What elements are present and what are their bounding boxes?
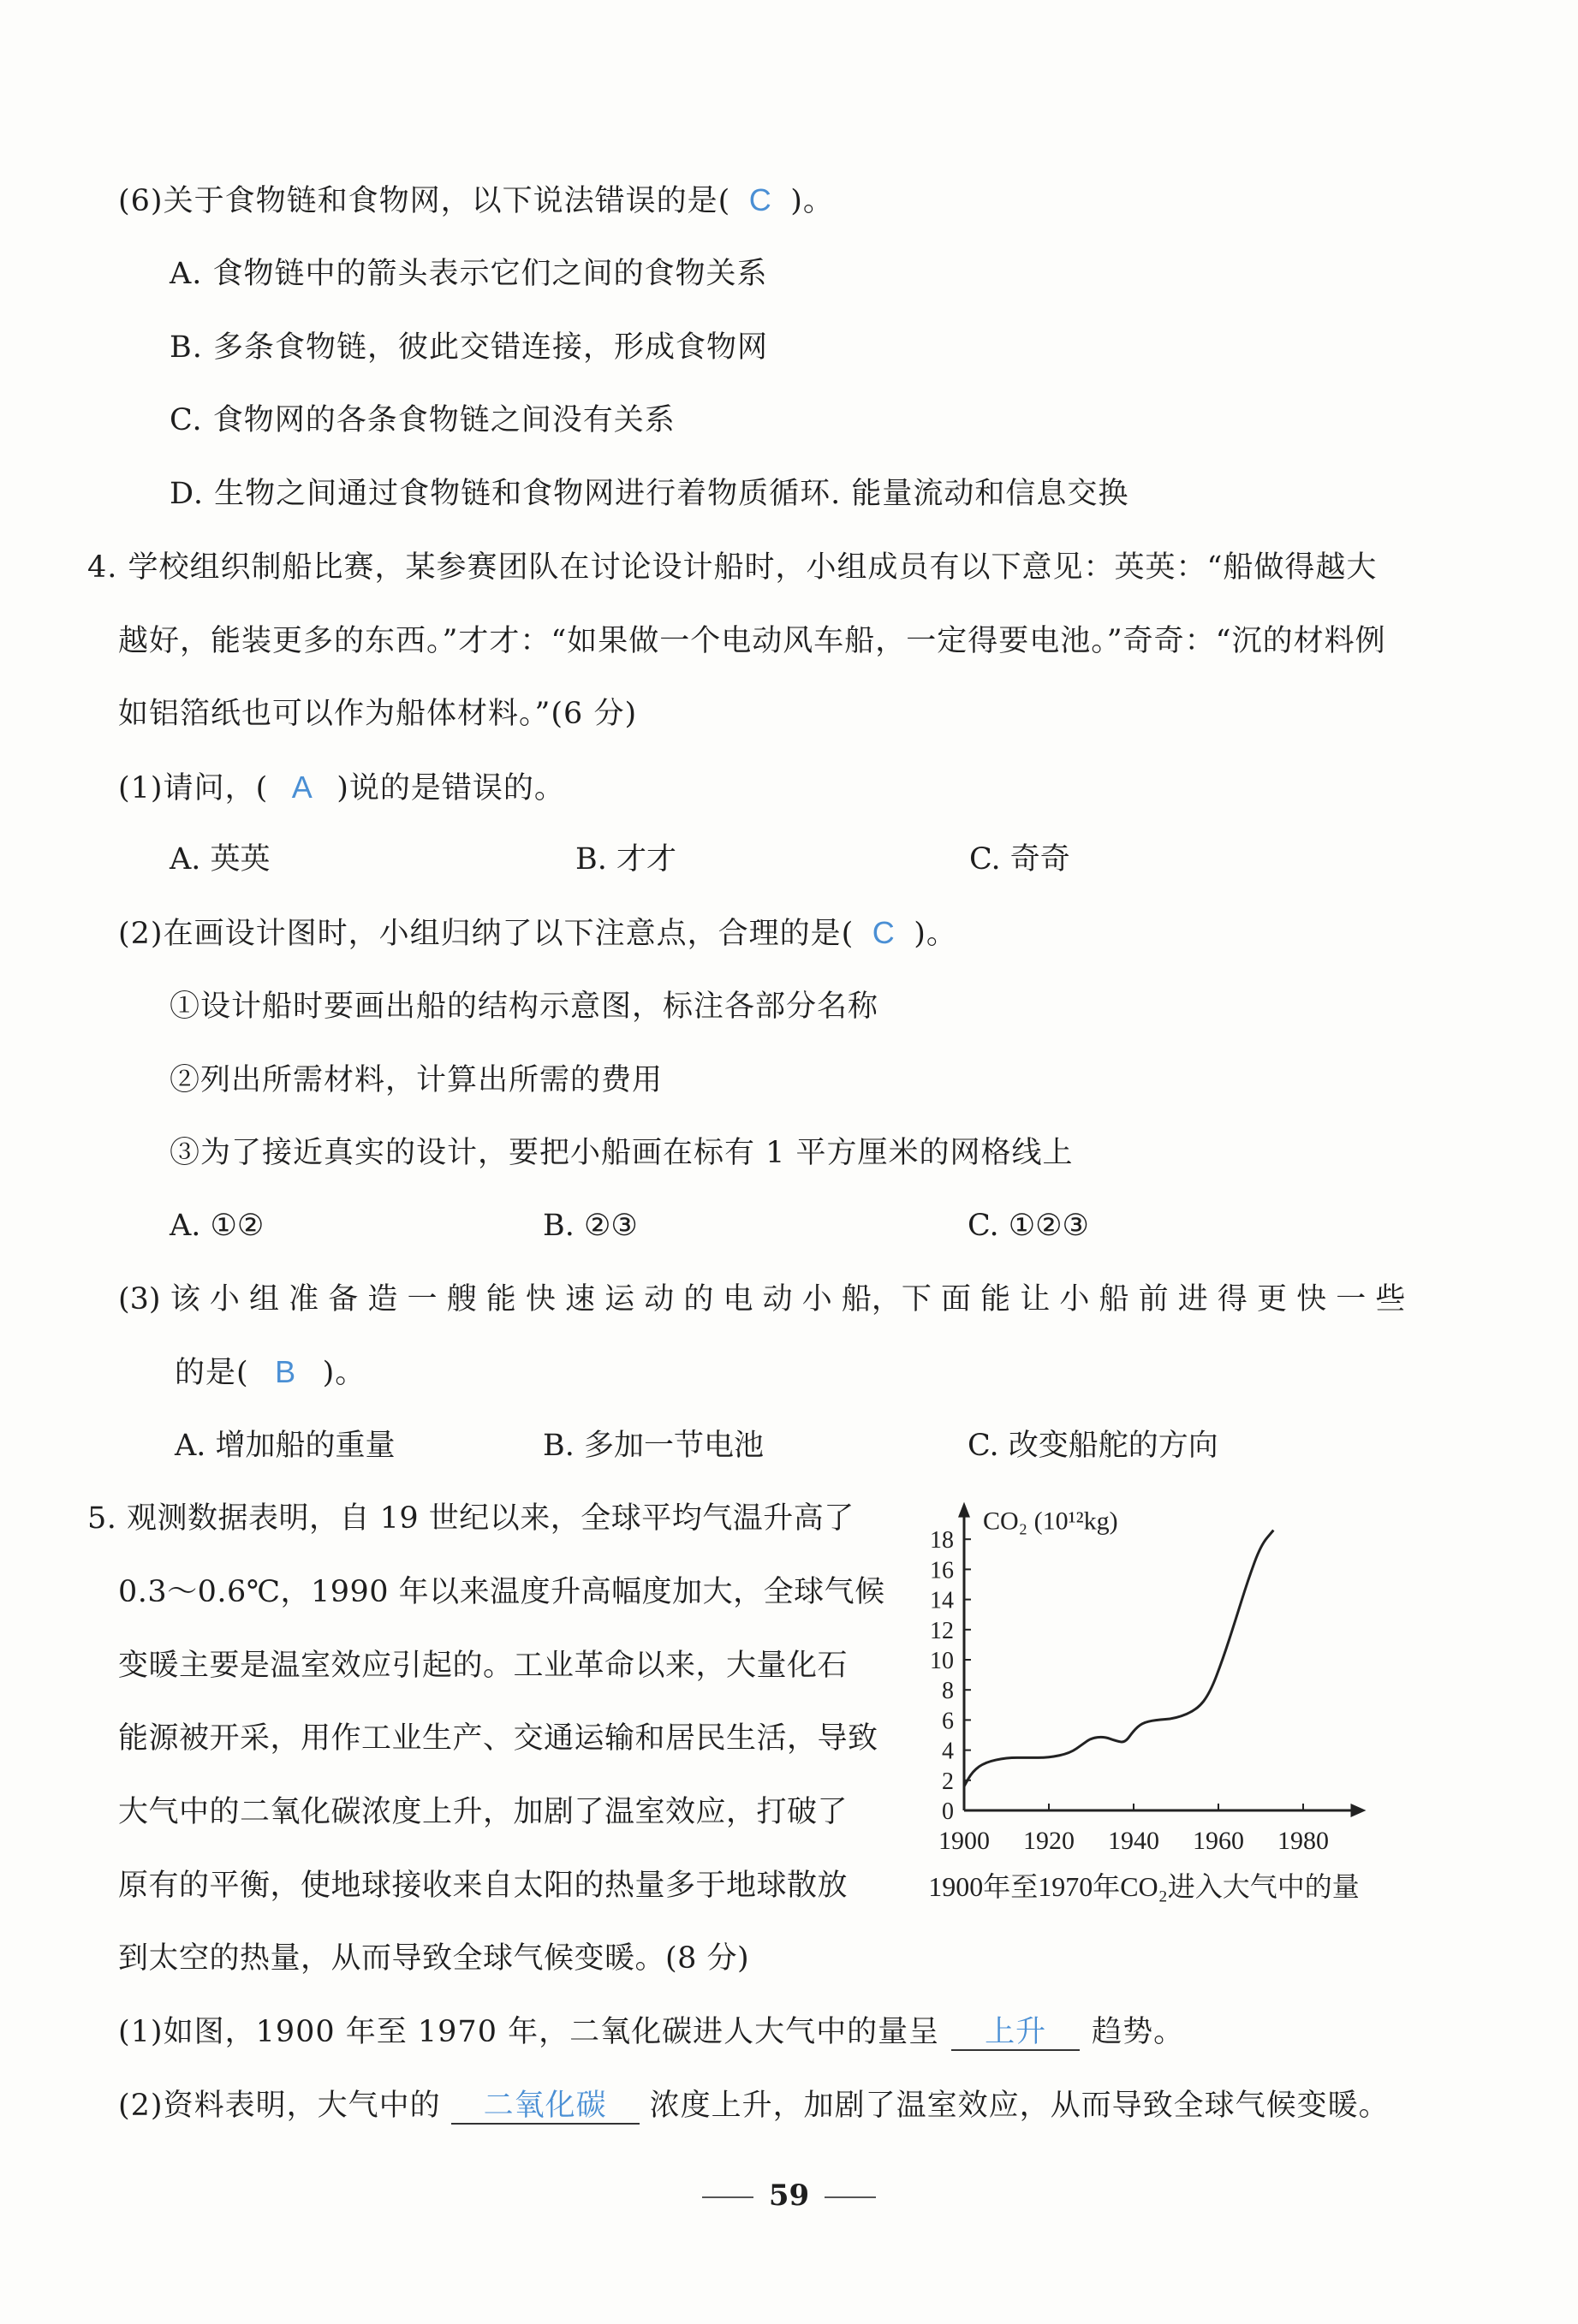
- q4-3-option-b: B. 多加一节电池: [543, 1429, 764, 1463]
- q5-stem-line4: 能源被开采，用作工业生产、交通运输和居民生活，导致: [118, 1721, 878, 1756]
- y-axis-label: CO₂ (10¹²kg): [983, 1507, 1118, 1536]
- q5-stem-line2: 0.3～0.6℃，1990 年以来温度升高幅度加大，全球气候: [118, 1575, 885, 1609]
- x-tick-label: 1980: [1277, 1827, 1329, 1855]
- chart-title: 1900年至1970年CO₂进入大气中的量: [928, 1871, 1360, 1902]
- page-number-dash-right: [825, 2196, 876, 2198]
- q4-2-option-c: C. ①②③: [968, 1209, 1089, 1243]
- x-tick-label: 1940: [1108, 1827, 1159, 1855]
- q4-3-option-c: C. 改变船舵的方向: [968, 1429, 1218, 1463]
- q5-2-stem: (2)资料表明，大气中的 二氧化碳 浓度上升，加剧了温室效应，从而导致全球气候变暖。: [118, 2089, 1390, 2123]
- y-tick-label: 4: [942, 1738, 954, 1765]
- y-tick-label: 6: [942, 1708, 954, 1735]
- q4-3-option-a: A. 增加船的重量: [175, 1429, 396, 1463]
- q3-6-option-d: D. 生物之间通过食物链和食物网进行着物质循环. 能量流动和信息交换: [170, 477, 1129, 511]
- y-axis-arrow: [958, 1502, 970, 1518]
- y-tick-label: 12: [930, 1617, 954, 1644]
- x-tick-label: 1900: [938, 1827, 990, 1855]
- q3-6-option-c: C. 食物网的各条食物链之间没有关系: [170, 403, 676, 437]
- q5-stem-line6: 原有的平衡，使地球接收来自太阳的热量多于地球散放: [118, 1869, 849, 1903]
- y-tick-label: 10: [930, 1648, 954, 1674]
- q4-2-point-3: ③为了接近真实的设计，要把小船画在标有 1 平方厘米的网格线上: [170, 1136, 1074, 1170]
- q5-stem-line1: 5. 观测数据表明，自 19 世纪以来，全球平均气温升高了: [87, 1501, 855, 1536]
- answer-q5-1-blank: 上升: [951, 2015, 1080, 2051]
- answer-q5-2-blank: 二氧化碳: [451, 2089, 640, 2125]
- q3-6-option-b: B. 多条食物链，彼此交错连接，形成食物网: [170, 330, 768, 365]
- q4-stem-line2: 越好，能装更多的东西。”才才：“如果做一个电动风车船，一定得要电池。”奇奇：“沉的材料例: [118, 624, 1386, 658]
- q4-1-option-c: C. 奇奇: [969, 842, 1070, 877]
- q4-1-option-a: A. 英英: [170, 842, 271, 877]
- q4-stem-line1: 4. 学校组织制船比赛，某参赛团队在讨论设计船时，小组成员有以下意见：英英：“船做得越大: [87, 550, 1378, 585]
- co2-series-line: [964, 1531, 1273, 1786]
- q4-2-option-a: A. ①②: [170, 1209, 265, 1243]
- q5-stem-line3: 变暖主要是温室效应引起的。工业革命以来，大量化石: [118, 1649, 849, 1683]
- q4-1-option-b: B. 才才: [575, 842, 676, 877]
- x-tick-label: 1960: [1193, 1827, 1244, 1855]
- answer-q4-3: B: [275, 1354, 297, 1389]
- y-tick-label: 18: [930, 1527, 954, 1554]
- y-tick-label: 14: [930, 1587, 954, 1614]
- q4-2-point-2: ②列出所需材料，计算出所需的费用: [170, 1063, 664, 1097]
- q4-2-stem: (2)在画设计图时，小组归纳了以下注意点，合理的是( C )。: [118, 912, 957, 954]
- y-tick-label: 0: [942, 1798, 954, 1825]
- page-number: 59: [0, 2178, 1578, 2213]
- answer-q4-1: A: [291, 770, 313, 805]
- answer-q3-6: C: [748, 182, 772, 217]
- x-axis-arrow: [1351, 1804, 1367, 1817]
- answer-q4-2: C: [872, 915, 896, 950]
- page-number-dash-left: [702, 2196, 753, 2198]
- q4-2-point-1: ①设计船时要画出船的结构示意图，标注各部分名称: [170, 990, 879, 1024]
- y-tick-label: 2: [942, 1768, 954, 1795]
- q3-6-option-a: A. 食物链中的箭头表示它们之间的食物关系: [170, 257, 768, 291]
- q3-6-stem: (6)关于食物链和食物网，以下说法错误的是( C )。: [118, 180, 834, 222]
- co2-line-chart: [908, 1494, 1421, 1905]
- x-tick-label: 1920: [1023, 1827, 1075, 1855]
- q4-stem-line3: 如铝箔纸也可以作为船体材料。”(6 分): [118, 697, 638, 731]
- q5-stem-line7: 到太空的热量，从而导致全球气候变暖。(8 分): [118, 1941, 750, 1976]
- q5-stem-line5: 大气中的二氧化碳浓度上升，加剧了温室效应，打破了: [118, 1795, 849, 1829]
- q4-3-stem-line1: (3) 该 小 组 准 备 造 一 艘 能 快 速 运 动 的 电 动 小 船，下 面 能 让 小 船 前 进 得 更 快 一 些: [118, 1282, 1406, 1317]
- q4-2-option-b: B. ②③: [543, 1209, 638, 1243]
- y-tick-label: 16: [930, 1557, 954, 1584]
- q5-1-stem: (1)如图，1900 年至 1970 年，二氧化碳进人大气中的量呈 上升 趋势。: [118, 2015, 1185, 2049]
- y-tick-label: 8: [942, 1678, 954, 1705]
- q4-3-stem-line2: 的是( B )。: [175, 1352, 366, 1394]
- q4-1-stem: (1)请问，( A )说的是错误的。: [118, 767, 565, 809]
